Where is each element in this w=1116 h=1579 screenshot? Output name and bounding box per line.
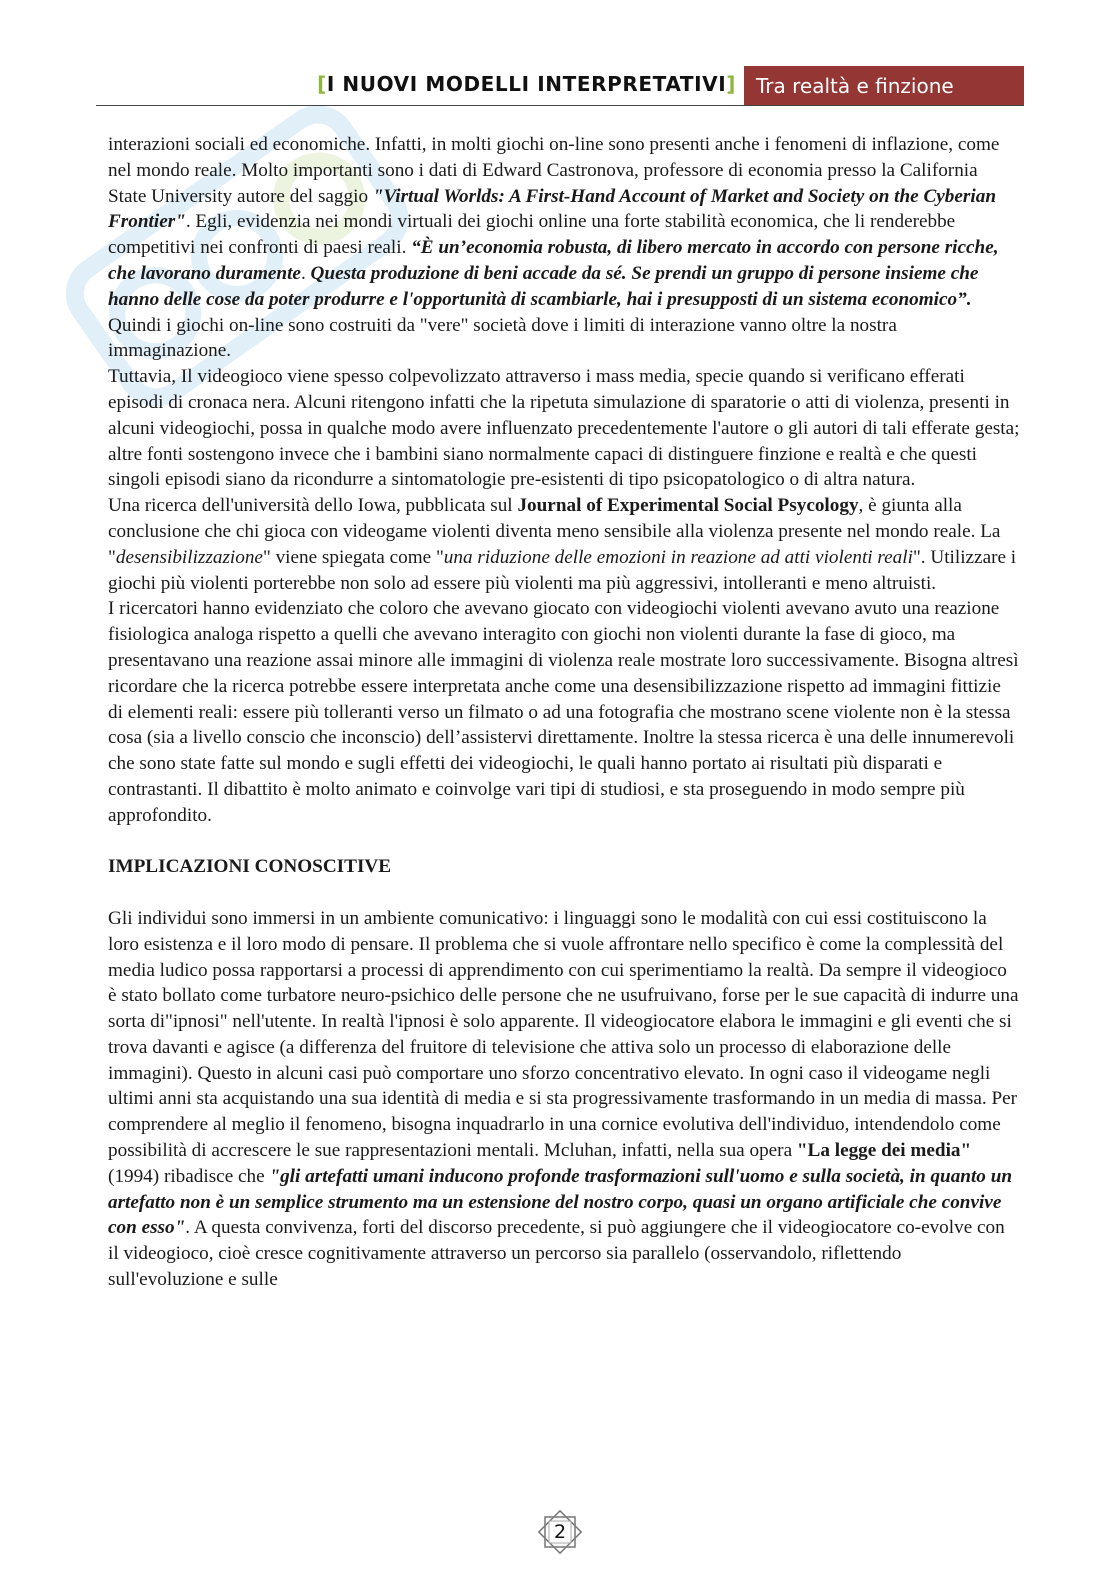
section-heading: IMPLICAZIONI CONOSCITIVE [108,856,392,878]
page-number: 2 [534,1506,586,1558]
header-section-label: Tra realtà e finzione [744,66,1024,106]
paragraph-media-blame: Tuttavia, Il videogioco viene spesso colpevolizzato attraverso i mass media, specie quando si verificano efferati episodi di cronaca nera. Alcuni ritengono infatti che la ripetuta simulazione di sparatorie o atti di violenza, presenti in alcuni videogiochi, possa in qualche modo avere influenzato precedentemente l'autore o gli autori di tali efferate gesta; altre fonti sostengono invece che i bambini siano normalmente capaci di distinguere finzione e realtà e che questi singoli episodi siano da ricondurre a sintomatologie pre-esistenti di tipo psicopatologico o di altra natura. [108,366,1020,491]
paragraph-researchers: I ricercatori hanno evidenziato che coloro che avevano giocato con videogiochi violenti avevano avuto una reazione fisiologica analoga rispetto a quelli che avevano interagito con giochi non violenti durante la fase di gioco, ma presentavano una reazione assai minore alle immagini di violenza reale mostrate loro successivamente. Bisogna altresì ricordare che la ricerca potrebbe essere interpretata anche come una desensibilizzazione rispetto ad immagini fittizie di elementi reali: essere più tolleranti verso un filmato o ad una fotografia che mostrano scene violente non è la stessa cosa (sia a livello conscio che inconscio) dell’assistervi direttamente. Inoltre la stessa ricerca è una delle innumerevoli che sono state fatte sul mondo e sugli effetti dei videogiochi, le quali hanno portato ai risultati più disparati e contrastanti. Il dibattito è molto animato e coinvolge vari tipi di studiosi, e sta proseguendo in modo sempre più approfondito. [108,598,1019,826]
paragraph-cognitive: Gli individui sono immersi in un ambiente comunicativo: i linguaggi sono le modalità con cui essi costituiscono la loro esistenza e il loro modo di pensare. Il problema che si vuole affrontare nello specifico è come la complessità del media ludico possa rapportarsi a processi di apprendimento con cui sperimentiamo la realtà. Da sempre il videogioco è stato bollato come turbatore neuro-psichico delle persone che ne usufruivano, forse per le sue capacità di indurre una sorta di"ipnosi" nell'utente. In realtà l'ipnosi è solo apparente. Il videogiocatore elabora le immagini e gli eventi che si trova davanti e agisce (a differenza del fruitore di televisione che attiva solo un processo di elaborazione delle immagini). Questo in alcuni casi può comportare uno sforzo concentrativo elevato. In ogni caso il videogame negli ultimi anni sta acquistando una sua identità di media e si sta progressivamente trasformando in un media di massa. Per comprendere al meglio il fenomeno, bisogna inquadrarlo in una cornice evolutiva dell'individuo, intendendolo come possibilità di accrescere le sue rappresentazioni mentali. Mcluhan, infatti, nella sua opera "La legge dei media" (1994) ribadisce che "gli artefatti umani inducono profonde trasformazioni sull'uomo e sulla società, in quanto un artefatto non è un semplice strumento ma un estensione del nostro corpo, quasi un organo artificiale che convive con esso". A questa convivenza, forti del discorso precedente, si può aggiungere che il videogiocatore co-evolve con il videogioco, cioè cresce cognitivamente attraverso un percorso sia parallelo (osservandolo, riflettendo sull'evoluzione e sulle [108,907,1019,1291]
header-title: [I NUOVI MODELLI INTERPRETATIVI] [317,72,736,96]
header-rule [96,105,1024,106]
paragraph-economy: interazioni sociali ed economiche. Infatti, in molti giochi on-line sono presenti anche i fenomeni di inflazione, come nel mondo reale. Molto importanti sono i dati di Edward Castronova, professore di economia presso la California State University autore del saggio "Virtual Worlds: A First-Hand Account of Market and Society on the Cyberian Frontier". Egli, evidenzia nei mondi virtuali dei giochi online una forte stabilità economica, che li renderebbe competitivi nei confronti di paesi reali. “È un’economia robusta, di libero mercato in accordo con persone ricche, che lavorano duramente. Questa produzione di beni accade da sé. Se prendi un gruppo di persone insieme che hanno delle cose da poter produrre e l'opportunità di scambiarle, hai i presupposti di un sistema economico”. Quindi i giochi on-line sono costruiti da "vere" società dove i limiti di interazione vanno oltre la nostra immaginazione. [108,134,1000,362]
document-body [108,132,1020,1293]
page-header [96,66,1024,106]
paragraph-iowa-study: Una ricerca dell'università dello Iowa, pubblicata sul Journal of Experimental Social Psycology, è giunta alla conclusione che chi gioca con videogame violenti diventa meno sensibile alla violenza presente nel mondo reale. La "desensibilizzazione" viene spiegata come "una riduzione delle emozioni in reazione ad atti violenti reali". Utilizzare i giochi più violenti porterebbe non solo ad essere più violenti ma più aggressivi, intolleranti e meno altruisti. [108,495,1017,594]
